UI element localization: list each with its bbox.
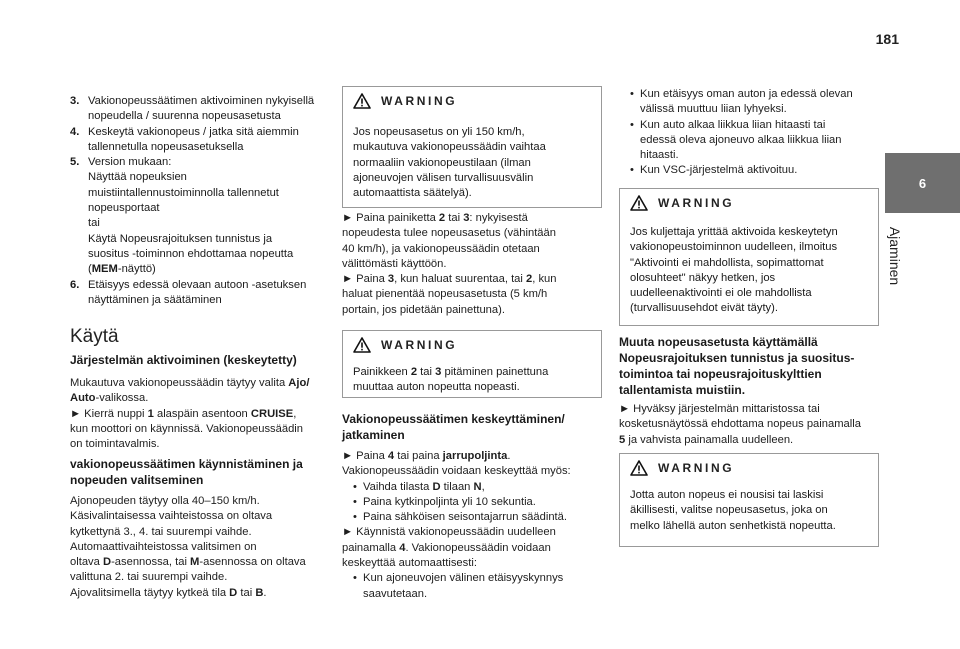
warning-title: WARNING bbox=[658, 196, 735, 210]
warning-box-sudden: WARNING Jotta auton nopeus ei nousisi tai laskisi äkillisesti, valitse nopeusasetus, joka on melko lähellä auton senhetkistä nopeutta. bbox=[619, 453, 879, 547]
list-item: • Vaihda tilasta D tilaan N, bbox=[342, 480, 604, 495]
warning-title: WARNING bbox=[658, 461, 735, 475]
chapter-number: 6 bbox=[918, 175, 927, 191]
list-item: • Paina sähköisen seisontajarrun säädintä. bbox=[342, 510, 604, 525]
warning-box-hold: WARNING Painikkeen 2 tai 3 pitäminen painettuna muuttaa auton nopeutta nopeasti. bbox=[342, 330, 602, 398]
warning-title: WARNING bbox=[381, 94, 458, 108]
memory-text: ► Hyväksy järjestelmän mittaristossa tai kosketusnäytössä ehdottama nopeus painamalla 5 ja vahvista painamalla uudelleen. bbox=[619, 403, 861, 446]
step-5: 5. Version mukaan: Näyttää nopeuksien muistiintallennustoiminnolla tallennetut nopeusportaat tai Käytä Nopeusrajoituksen tunnistus ja suositus -toiminnon ehdottamaa nopeutta (MEM-näyttö) bbox=[70, 155, 340, 277]
subheading-pause: Vakionopeussäätimen keskeyttäminen/ jatkaminen bbox=[342, 412, 565, 442]
warning-box-reactivate: WARNING Jos kuljettaja yrittää aktivoida keskeytetyn vakionopeustoiminnon uudelleen, ilmoitus "Aktivointi ei mahdollista, sopimattomat olosuhteet" näkyy hetken, jos uudelleenaktivointi ei ole mahdollista (turvallisuusehdot eivät täyty). bbox=[619, 188, 879, 326]
warning-title: WARNING bbox=[381, 338, 458, 352]
mem-line: (MEM-näyttö) bbox=[88, 263, 156, 276]
auto-pause-list bbox=[619, 87, 881, 179]
warning-icon bbox=[353, 93, 371, 109]
subheading-activation: Järjestelmän aktivoiminen (keskeytetty) bbox=[70, 353, 297, 367]
warning-icon bbox=[630, 195, 648, 211]
list-item: • Kun etäisyys oman auton ja edessä olevan välissä muuttuu liian lyhyeksi. bbox=[619, 87, 881, 118]
subheading-memory: Muuta nopeusasetusta käyttämällä Nopeusrajoituksen tunnistus ja suositus- toimintoa tai nopeusrajoituskylttien tallentamista muistiin. bbox=[619, 335, 855, 397]
step-6: 6. Etäisyys edessä olevaan autoon -asetuksen näyttäminen ja säätäminen bbox=[70, 278, 307, 306]
step-3: 3. Vakionopeussäätimen aktivoiminen nykyisellä nopeudella / suurenna nopeusasetusta bbox=[70, 95, 315, 123]
warning-icon bbox=[353, 337, 371, 353]
step-4: 4. Keskeytä vakionopeus / jatka sitä aiemmin tallennetulla nopeusasetuksella bbox=[70, 125, 299, 153]
start-text: Ajonopeuden täytyy olla 40–150 km/h. Käsivalintaisessa vaihteistossa on oltava kytkettynä 3., 4. tai suurempi vaihde. Automaattivaihteistossa valitsimen on oltava D-asennossa, tai M-asennossa on oltava valittuna 2. tai suurempi vaihde. Ajovalitsimella täytyy kytkeä tila D tai B. bbox=[70, 495, 306, 599]
warning-icon bbox=[630, 460, 648, 476]
list-item: • Kun auto alkaa liikkua liian hitaasti tai edessä oleva ajoneuvo alkaa liikkua liian hitaasti. bbox=[619, 118, 881, 164]
section-title: Käytä bbox=[70, 326, 119, 347]
activation-text: Mukautuva vakionopeussäädin täytyy valita Ajo/ Auto-valikossa. ► Kierrä nuppi 1 alaspäin asentoon CRUISE, kun moottori on käynnissä. Vakionopeussäädin on toimintavalmis. bbox=[70, 377, 310, 451]
chapter-label: Ajaminen bbox=[887, 226, 903, 286]
page-number: 181 bbox=[875, 31, 899, 47]
subheading-start: vakionopeussäätimen käynnistäminen ja nopeuden valitseminen bbox=[70, 457, 303, 487]
step-list bbox=[70, 94, 340, 308]
list-item: • Kun ajoneuvojen välinen etäisyyskynnys saavutetaan. bbox=[342, 571, 604, 602]
list-item: • Kun VSC-järjestelmä aktivoituu. bbox=[619, 163, 881, 178]
set-speed-text: ► Paina painiketta 2 tai 3: nykyisestä nopeudesta tulee nopeusasetus (vähintään 40 km/h), ja vakionopeussäädin otetaan välittömästi käyttöön. ► Paina 3, kun haluat suurentaa, tai 2, kun haluat pienentää nopeusasetusta (5 km/h portain, jos pidetään painettuna). bbox=[342, 212, 557, 316]
pause-text: ► Paina 4 tai paina jarrupoljinta. Vakionopeussäädin voidaan keskeyttää myös: • Vaihda tilasta D tilaan N, • Paina kytkinpoljinta yli 10 sekuntia. • Paina sähköisen seisontajarrun säädintä. ► Käynnistä vakionopeussäädin uudelleen painamalla 4. Vakionopeussäädin voidaan keskeyttää automaattisesti: • Kun ajoneuvojen välinen etäisyyskynnys saavutetaan. bbox=[342, 449, 604, 602]
warning-box-speed: WARNING Jos nopeusasetus on yli 150 km/h, mukautuva vakionopeussäädin vaihtaa normaaliin vakionopeustilaan (ilman ajoneuvojen välisen turvallisuusvälin automaattista säätelyä). bbox=[342, 86, 602, 208]
list-item: • Paina kytkinpoljinta yli 10 sekuntia. bbox=[342, 495, 604, 510]
